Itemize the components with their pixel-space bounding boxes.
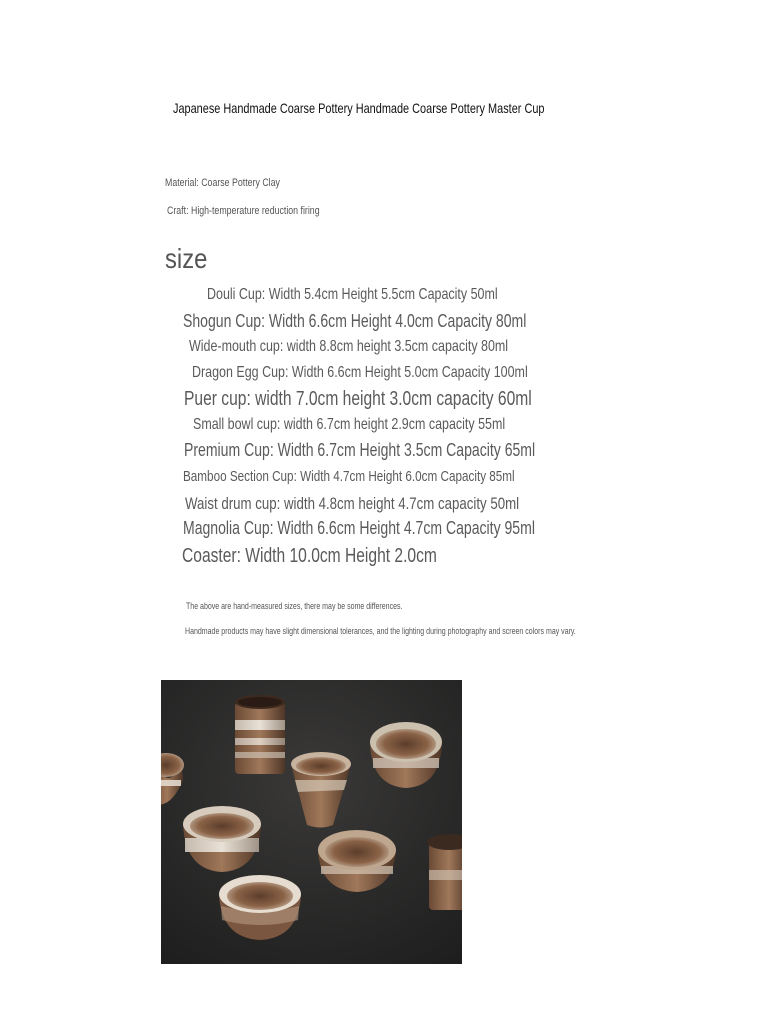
size-item-coaster: Coaster: Width 10.0cm Height 2.0cm: [182, 545, 437, 567]
size-item-magnolia-cup: Magnolia Cup: Width 6.6cm Height 4.7cm Capacity 95ml: [183, 518, 535, 538]
cup-tall-cylinder-icon: [235, 695, 285, 774]
size-item-small-bowl-cup: Small bowl cup: width 6.7cm height 2.9cm capacity 55ml: [193, 416, 506, 433]
size-heading: size: [165, 243, 208, 274]
size-item-waist-drum-cup: Waist drum cup: width 4.8cm height 4.7cm capacity 50ml: [185, 494, 520, 513]
craft-spec: Craft: High-temperature reduction firing: [167, 205, 320, 217]
size-item-wide-mouth-cup: Wide-mouth cup: width 8.8cm height 3.5cm capacity 80ml: [189, 338, 509, 355]
size-item-douli-cup: Douli Cup: Width 5.4cm Height 5.5cm Capacity 50ml: [207, 286, 498, 303]
cup-right-edge-icon: [427, 834, 462, 910]
product-photo: [161, 680, 462, 964]
measurement-note: The above are hand-measured sizes, there may be some differences.: [186, 601, 403, 611]
tolerance-note: Handmade products may have slight dimensional tolerances, and the lighting during photography and screen colors may vary.: [185, 626, 576, 636]
size-item-shogun-cup: Shogun Cup: Width 6.6cm Height 4.0cm Capacity 80ml: [183, 311, 527, 331]
size-item-premium-cup: Premium Cup: Width 6.7cm Height 3.5cm Capacity 65ml: [184, 440, 536, 460]
product-title: Japanese Handmade Coarse Pottery Handmade Coarse Pottery Master Cup: [173, 100, 545, 116]
size-item-puer-cup: Puer cup: width 7.0cm height 3.0cm capacity 60ml: [184, 388, 532, 410]
size-item-bamboo-section-cup: Bamboo Section Cup: Width 4.7cm Height 6.0cm Capacity 85ml: [183, 468, 515, 485]
material-spec: Material: Coarse Pottery Clay: [165, 177, 280, 189]
size-item-dragon-egg-cup: Dragon Egg Cup: Width 6.6cm Height 5.0cm Capacity 100ml: [192, 364, 528, 381]
